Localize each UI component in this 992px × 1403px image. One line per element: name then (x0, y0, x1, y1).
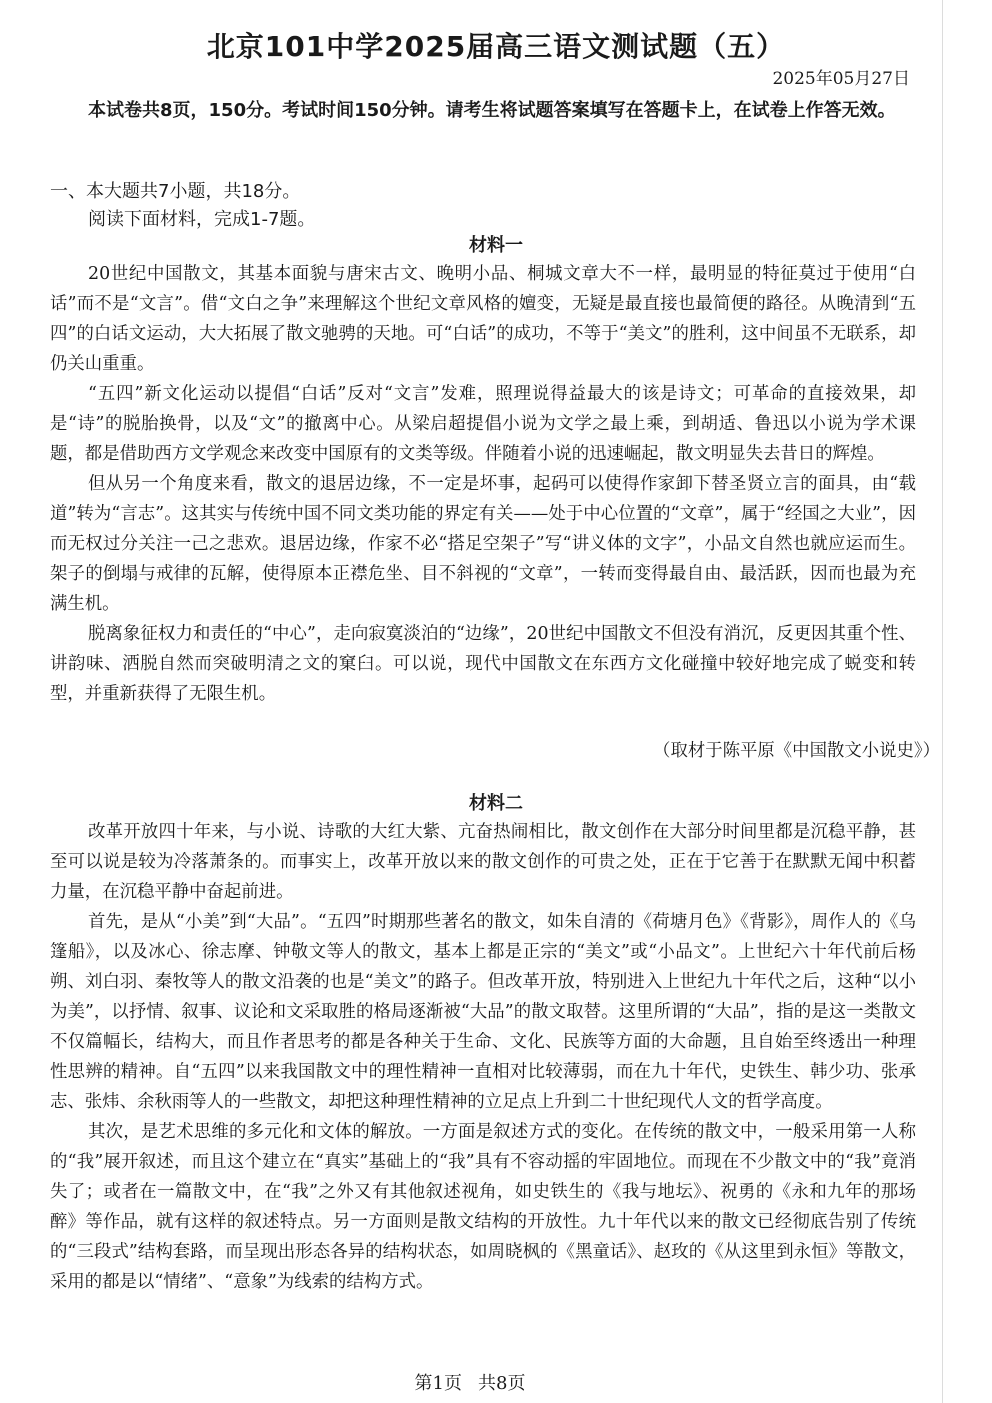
exam-instructions: 本试卷共8页，150分。考试时间150分钟。请考生将试题答案填写在答题卡上，在试卷上作答无效。 (88, 100, 896, 121)
paragraph: 改革开放四十年来，与小说、诗歌的大红大紫、亢奋热闹相比，散文创作在大部分时间里都是沉稳平静，甚至可以说是较为冷落萧条的。而事实上，改革开放以来的散文创作的可贵之处，正在于它善于在默默无闻中积蓄力量，在沉稳平静中奋起前进。 (50, 822, 916, 902)
page-number: 第1页 (414, 1373, 462, 1394)
paragraph: 其次，是艺术思维的多元化和文体的解放。一方面是叙述方式的变化。在传统的散文中，一般采用第一人称的“我”展开叙述，而且这个建立在“真实”基础上的“我”具有不容动摇的牢固地位。而现在不少散文中的“我”竟消失了；或者在一篇散文中，在“我”之外又有其他叙述视角，如史铁生的《我与地坛》、祝勇的《永和九年的那场醉》等作品，就有这样的叙述特点。另一方面则是散文结构的开放性。九十年代以来的散文已经彻底告别了传统的“三段式”结构套路，而呈现出形态各异的结构状态，如周晓枫的《黑童话》、赵玫的《从这里到永恒》等散文，采用的都是以“情绪”、“意象”为线索的结构方式。 (50, 1122, 916, 1292)
exam-title: 北京101中学2025届高三语文测试题（五） (206, 30, 786, 63)
exam-date: 2025年05月27日 (772, 69, 910, 89)
material-1-source: （取材于陈平原《中国散文小说史》） (653, 741, 940, 761)
paragraph: 但从另一个角度来看，散文的退居边缘，不一定是坏事，起码可以使得作家卸下替圣贤立言的面具，由“载道”转为“言志”。这其实与传统中国不同文类功能的界定有关——处于中心位置的“文章”，属于“经国之大业”，因而无权过分关注一己之悲欢。退居边缘，作家不必“搭足空架子”写“讲义体的文字”，小品文自然也就应运而生。架子的倒塌与戒律的瓦解，使得原本正襟危坐、目不斜视的“文章”，一转而变得最自由、最活跃，因而也最为充满生机。 (50, 474, 916, 614)
reading-instruction: 阅读下面材料，完成1-7题。 (88, 209, 316, 230)
paragraph: “五四”新文化运动以提倡“白话”反对“文言”发难，照理说得益最大的该是诗文；可革命的直接效果，却是“诗”的脱胎换骨，以及“文”的撤离中心。从梁启超提倡小说为文学之最上乘，到胡适、鲁迅以小说为学术课题，都是借助西方文学观念来改变中国原有的文类等级。伴随着小说的迅速崛起，散文明显失去昔日的辉煌。 (50, 384, 916, 464)
material-1-body (50, 259, 916, 709)
material-1-title: 材料一 (469, 235, 523, 256)
paragraph: 脱离象征权力和责任的“中心”，走向寂寞淡泊的“边缘”，20世纪中国散文不但没有消沉，反更因其重个性、讲韵味、洒脱自然而突破明清之文的窠臼。可以说，现代中国散文在东西方文化碰撞中较好地完成了蜕变和转型，并重新获得了无限生机。 (50, 624, 916, 704)
material-2-body (50, 817, 916, 1297)
section-heading: 一、本大题共7小题，共18分。 (50, 181, 301, 202)
paragraph: 20世纪中国散文，其基本面貌与唐宋古文、晚明小品、桐城文章大不一样，最明显的特征莫过于使用“白话”而不是“文言”。借“文白之争”来理解这个世纪文章风格的嬗变，无疑是最直接也最简便的路径。从晚清到“五四”的白话文运动，大大拓展了散文驰骋的天地。可“白话”的成功，不等于“美文”的胜利，这中间虽不无联系，却仍关山重重。 (50, 264, 916, 374)
page-total: 共8页 (478, 1373, 526, 1394)
page-footer (0, 1372, 940, 1396)
page-edge-line (942, 0, 943, 1403)
material-2-title: 材料二 (469, 793, 523, 814)
paragraph: 首先，是从“小美”到“大品”。“五四”时期那些著名的散文，如朱自清的《荷塘月色》《背影》，周作人的《乌篷船》，以及冰心、徐志摩、钟敬文等人的散文，基本上都是正宗的“美文”或“小品文”。上世纪六十年代前后杨朔、刘白羽、秦牧等人的散文沿袭的也是“美文”的路子。但改革开放，特别进入上世纪九十年代之后，这种“以小为美”，以抒情、叙事、议论和文采取胜的格局逐渐被“大品”的散文取替。这里所谓的“大品”，指的是这一类散文不仅篇幅长，结构大，而且作者思考的都是各种关于生命、文化、民族等方面的大命题，且自始至终透出一种理性思辨的精神。自“五四”以来我国散文中的理性精神一直相对比较薄弱，而在九十年代，史铁生、韩少功、张承志、张炜、余秋雨等人的一些散文，却把这种理性精神的立足点上升到二十世纪现代人文的哲学高度。 (50, 912, 916, 1112)
